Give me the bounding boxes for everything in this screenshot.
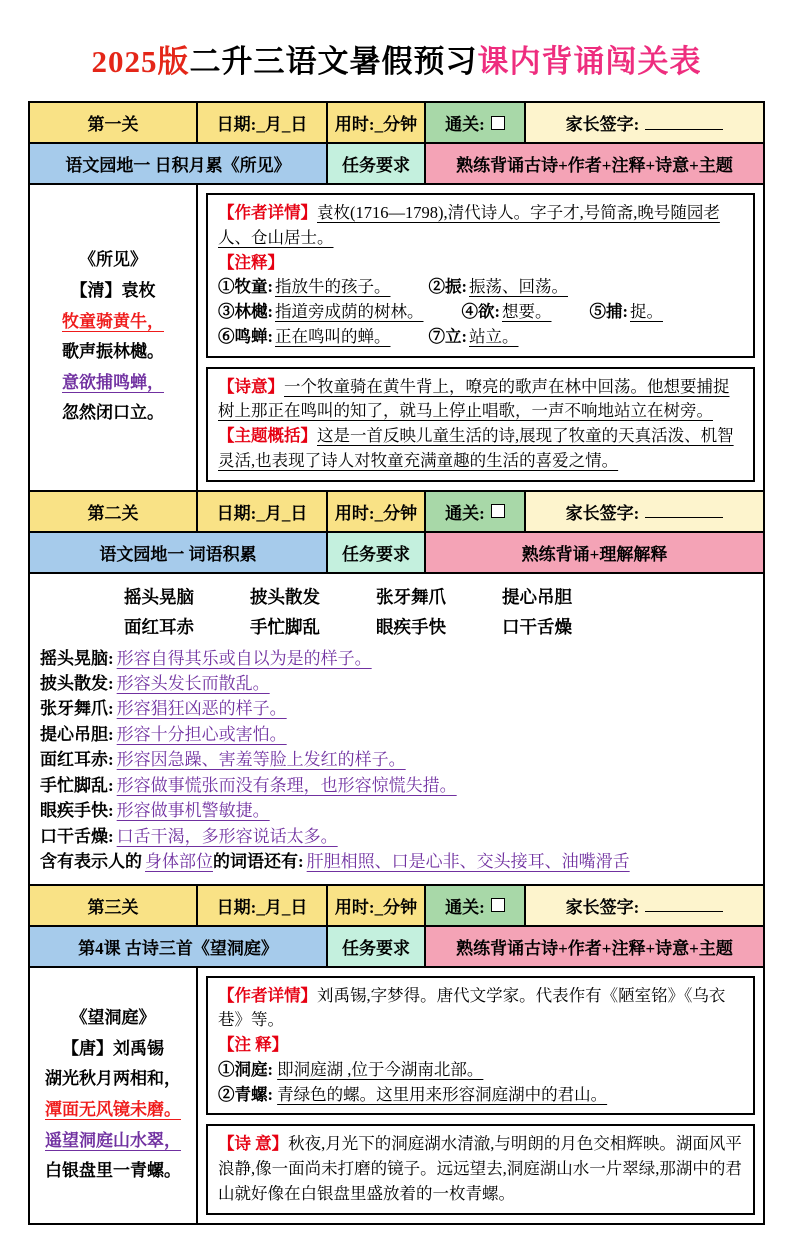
notes-label-line — [218, 251, 743, 276]
idiom-word: 摇头晃脑 — [124, 586, 194, 607]
section3-author-notes-box — [206, 976, 755, 1116]
notes-label: 【注释】 — [218, 252, 284, 272]
notes-row-1 — [218, 275, 743, 300]
idiom-word: 披头散发 — [250, 586, 320, 607]
section2-topic-row — [30, 533, 763, 574]
poem-title: 《所见》 — [79, 250, 147, 270]
poem-theme-label: 【主题概括】 — [218, 426, 317, 445]
notes-row-3 — [218, 325, 743, 350]
section1-content-row — [30, 185, 763, 492]
section1-topic-label: 语文园地一 日积月累《所见》 — [30, 144, 328, 183]
section1-time-field: 用时:_分钟 — [328, 103, 426, 142]
page-title — [28, 36, 765, 81]
section3-topic-row — [30, 927, 763, 968]
poem-line-4: 白银盘里一青螺。 — [45, 1161, 181, 1181]
poem-meaning-label: 【诗 意】 — [218, 1134, 289, 1154]
idiom-definition: 面红耳赤: 形容因急躁、害羞等脸上发红的样子。 — [40, 750, 406, 770]
section3-signature-line[interactable] — [645, 898, 723, 912]
section3-details — [198, 968, 763, 1223]
body-parts-idioms-line: 含有表示人的 身体部位的词语还有: 肝胆相照、口是心非、交头接耳、油嘴滑舌 — [40, 852, 630, 872]
poem-author: 【唐】刘禹锡 — [62, 1038, 164, 1058]
idiom-definition: 手忙脚乱: 形容做事慌张而没有条理，也形容惊慌失措。 — [40, 775, 457, 795]
section3-pass-cell — [426, 886, 526, 925]
author-detail-line — [218, 984, 743, 1034]
idiom-definition: 披头散发: 形容头发长而散乱。 — [40, 673, 270, 693]
section1-meaning-theme-box — [206, 367, 755, 482]
poem-meaning-label: 【诗意】 — [218, 376, 284, 396]
section2-pass-label: 通关: — [445, 503, 485, 523]
section1-pass-label: 通关: — [445, 115, 485, 134]
section3-sign-cell — [526, 886, 763, 925]
section3-pass-label: 通关: — [445, 897, 485, 917]
poem-line-3: 意欲捕鸣蝉， — [62, 372, 164, 392]
author-detail-label: 【作者详情】 — [218, 203, 317, 222]
section2-pass-cell — [426, 492, 526, 531]
section1-poem — [30, 185, 198, 490]
section1-signature-line[interactable] — [645, 116, 723, 130]
note-item: ②振: 振荡、回荡。 — [428, 277, 568, 297]
poem-title: 《望洞庭》 — [70, 1008, 156, 1028]
section1-author-notes-box — [206, 193, 755, 358]
poem-line-2: 潭面无风镜未磨。 — [45, 1100, 181, 1120]
idiom-word: 眼疾手快 — [376, 616, 446, 637]
section1-sign-label: 家长签字: — [565, 115, 640, 134]
note-item: ⑦立: 站立。 — [428, 326, 519, 346]
document-table — [28, 101, 765, 1225]
section3-content-row — [30, 968, 763, 1223]
note-item: ①洞庭: 即洞庭湖 ,位于今湖南北部。 — [218, 1059, 484, 1079]
section2-word-study — [30, 574, 763, 884]
section3-pass-checkbox[interactable] — [491, 898, 505, 912]
section3-time-field: 用时:_分钟 — [328, 886, 426, 925]
idiom-definition: 张牙舞爪: 形容猖狂凶恶的样子。 — [40, 699, 287, 719]
section3-header-row — [30, 886, 763, 927]
section1-pass-cell — [426, 103, 526, 142]
section1-level-label: 第一关 — [30, 103, 198, 142]
title-part-pink: 课内背诵闯关表 — [477, 44, 702, 79]
poem-meaning-line — [218, 375, 743, 425]
author-detail-line — [218, 201, 743, 251]
section3-topic-label: 第4课 古诗三首《望洞庭》 — [30, 927, 328, 966]
section3-poem — [30, 968, 198, 1223]
section2-sign-label: 家长签字: — [565, 503, 640, 523]
section1-details — [198, 185, 763, 490]
poem-author: 【清】袁枚 — [70, 281, 156, 301]
section1-sign-cell — [526, 103, 763, 142]
note-item: ⑤捕: 捉。 — [589, 302, 663, 321]
section2-header-row — [30, 492, 763, 533]
section1-pass-checkbox[interactable] — [491, 116, 505, 130]
poem-line-4: 忽然闭口立。 — [62, 403, 164, 423]
section3-task-text: 熟练背诵古诗+作者+注释+诗意+主题 — [426, 927, 763, 966]
note-item: ⑥鸣蝉: 正在鸣叫的蝉。 — [218, 326, 391, 346]
note-item: ②青螺: 青绿色的螺。这里用来形容洞庭湖中的君山。 — [218, 1084, 608, 1104]
idiom-word: 口干舌燥 — [502, 616, 572, 637]
section3-meaning-box — [206, 1124, 755, 1214]
idiom-word-grid — [124, 584, 753, 639]
section2-content-row — [30, 574, 763, 886]
section2-sign-cell — [526, 492, 763, 531]
section2-time-field: 用时:_分钟 — [328, 492, 426, 531]
section2-signature-line[interactable] — [645, 504, 723, 518]
idiom-definition: 口干舌燥: 口舌干渴，多形容说话太多。 — [40, 826, 338, 846]
poem-line-3: 遥望洞庭山水翠， — [45, 1130, 181, 1150]
idiom-word: 提心吊胆 — [502, 586, 572, 607]
section2-task-requirement-label: 任务要求 — [328, 533, 426, 572]
section3-task-requirement-label: 任务要求 — [328, 927, 426, 966]
title-part-black: 二升三语文暑假预习 — [189, 44, 478, 79]
idiom-word: 手忙脚乱 — [250, 616, 320, 637]
section2-level-label: 第二关 — [30, 492, 198, 531]
idiom-word: 张牙舞爪 — [376, 586, 446, 607]
author-detail-label: 【作者详情】 — [218, 985, 317, 1005]
note-item: ①牧童: 指放牛的孩子。 — [218, 277, 391, 297]
poem-theme-text: 这是一首反映儿童生活的诗,展现了牧童的天真活泼、机智灵活,也表现了诗人对牧童充满童趣的生活的喜爱之情。 — [218, 426, 734, 470]
section3-level-label: 第三关 — [30, 886, 198, 925]
poem-meaning-text: 秋夜,月光下的洞庭湖水清澈,与明朗的月色交相辉映。湖面风平浪静,像一面尚未打磨的镜子。远远望去,洞庭湖山水一片翠绿,那湖中的君山就好像在白银盘里盛放着的一枚青螺。 — [218, 1134, 742, 1203]
notes-row-2 — [218, 300, 743, 325]
author-detail-text: 袁枚(1716—1798),清代诗人。字子才,号简斋,晚号随园老人、仓山居士。 — [218, 203, 720, 247]
section1-date-field: 日期:_月_日 — [198, 103, 328, 142]
section3-date-field: 日期:_月_日 — [198, 886, 328, 925]
note-item: ③林樾: 指道旁成荫的树林。 — [218, 302, 424, 321]
poem-line-1: 湖光秋月两相和， — [45, 1069, 181, 1089]
note-item: ④欲: 想要。 — [461, 302, 552, 321]
section2-pass-checkbox[interactable] — [491, 504, 505, 518]
title-part-red: 2025版 — [91, 44, 190, 79]
section2-topic-label: 语文园地一 词语积累 — [30, 533, 328, 572]
poem-theme-line — [218, 424, 743, 474]
poem-line-1: 牧童骑黄牛， — [62, 311, 164, 331]
idiom-definition: 提心吊胆: 形容十分担心或害怕。 — [40, 724, 287, 744]
section3-sign-label: 家长签字: — [565, 897, 640, 917]
notes-label-line — [218, 1033, 743, 1058]
section1-task-requirement-label: 任务要求 — [328, 144, 426, 183]
idiom-definition: 摇头晃脑: 形容自得其乐或自以为是的样子。 — [40, 648, 372, 668]
poem-meaning-line — [218, 1132, 743, 1206]
section2-task-text: 熟练背诵+理解解释 — [426, 533, 763, 572]
idiom-definition: 眼疾手快: 形容做事机警敏捷。 — [40, 801, 270, 821]
section1-header-row — [30, 103, 763, 144]
author-detail-text: 刘禹锡,字梦得。唐代文学家。代表作有《陋室铭》《乌衣巷》等。 — [218, 985, 726, 1030]
idiom-word: 面红耳赤 — [124, 616, 194, 637]
section1-topic-row — [30, 144, 763, 185]
notes-label: 【注 释】 — [218, 1035, 289, 1055]
section2-date-field: 日期:_月_日 — [198, 492, 328, 531]
poem-line-2: 歌声振林樾。 — [62, 342, 164, 362]
poem-meaning-text: 一个牧童骑在黄牛背上，嘹亮的歌声在林中回荡。他想要捕捉树上那正在鸣叫的知了，就马上停止唱歌，一声不响地站立在树旁。 — [218, 376, 730, 421]
section1-task-text: 熟练背诵古诗+作者+注释+诗意+主题 — [426, 144, 763, 183]
